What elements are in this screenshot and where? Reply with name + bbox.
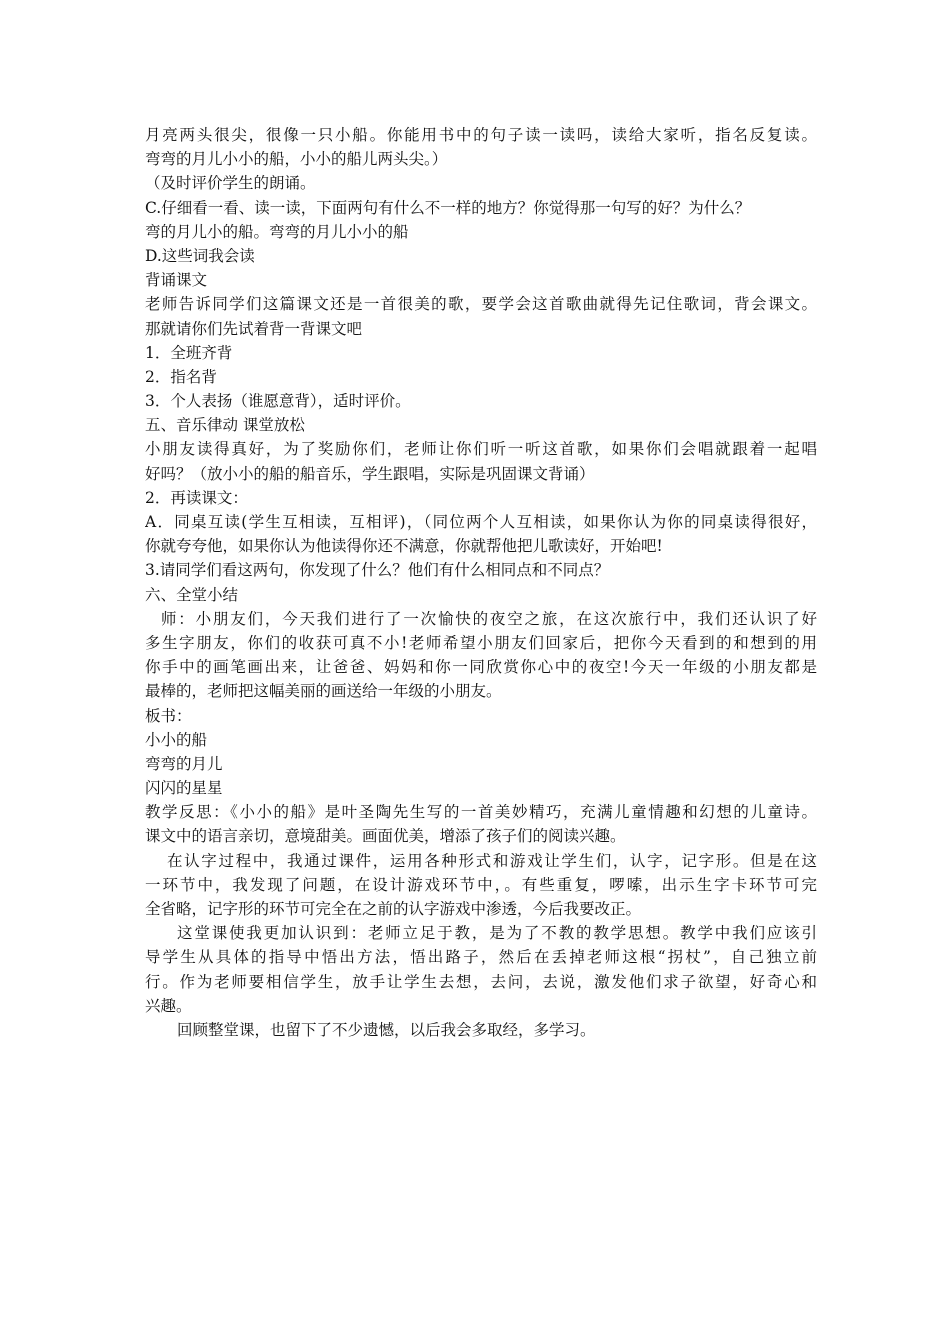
text-line: 全省略，记字形的环节可完全在之前的认字游戏中渗透，今后我要改正。 <box>145 900 642 918</box>
text-line: 在认字过程中，我通过课件，运用各种形式和游戏让学生们，认字，记字形。但是在这 <box>167 851 817 870</box>
text-line: 老师告诉同学们这篇课文还是一首很美的歌，要学会这首歌曲就得先记住歌词，背会课文。 <box>145 295 817 314</box>
text-line: 那就请你们先试着背一背课文吧 <box>145 319 363 338</box>
text-line: 一环节中，我发现了问题，在设计游戏环节中，。有些重复，啰嗦，出示生字卡环节可完 <box>145 875 817 894</box>
text-line: 1．全班齐背 <box>145 343 233 362</box>
text-line: （及时评价学生的朗诵。 <box>145 174 316 193</box>
text-line: 导学生从具体的指导中悟出方法，悟出路子，然后在丢掉老师这根“拐杖”，自己独立前 <box>145 948 817 967</box>
document-page <box>145 123 817 1042</box>
text-line: 最棒的，老师把这幅美丽的画送给一年级的小朋友。 <box>145 682 502 701</box>
text-line: 闪闪的星星 <box>145 779 223 798</box>
text-line: 你手中的画笔画出来，让爸爸、妈妈和你一同欣赏你心中的夜空!今天一年级的小朋友都是 <box>145 658 817 677</box>
text-line: 你就夸夸他，如果你认为他读得你还不满意，你就帮他把儿歌读好，开始吧! <box>145 537 663 556</box>
text-line: 板书： <box>145 706 192 725</box>
text-line: 月亮两头很尖，很像一只小船。你能用书中的句子读一读吗，读给大家听，指名反复读。 <box>145 126 817 144</box>
text-line: 兴趣。 <box>145 996 192 1015</box>
text-line: 师：小朋友们，今天我们进行了一次愉快的夜空之旅，在这次旅行中，我们还认识了好 <box>161 609 817 628</box>
text-line: 多生字朋友，你们的收获可真不小!老师希望小朋友们回家后，把你今天看到的和想到的用 <box>145 633 817 652</box>
text-line: 六、全堂小结 <box>145 585 239 604</box>
text-line: 弯弯的月儿小小的船，小小的船儿两头尖。） <box>145 150 448 169</box>
text-line: 教学反思：《小小的船》是叶圣陶先生写的一首美妙精巧，充满儿童情趣和幻想的儿童诗。 <box>145 803 817 822</box>
text-line: 课文中的语言亲切，意境甜美。画面优美，增添了孩子们的阅读兴趣。 <box>145 827 626 846</box>
text-line: 好吗？（放小小的船的船音乐，学生跟唱，实际是巩固课文背诵） <box>145 464 595 483</box>
text-line: 弯的月儿小的船。弯弯的月儿小小的船 <box>145 222 409 241</box>
text-line: 回顾整堂课，也留下了不少遗憾，以后我会多取经，多学习。 <box>177 1020 596 1039</box>
text-line: 行。作为老师要相信学生，放手让学生去想，去问，去说，激发他们求子欲望，好奇心和 <box>145 972 817 991</box>
text-line: 3.请同学们看这两句，你发现了什么？他们有什么相同点和不同点？ <box>145 561 610 580</box>
text-line: 这堂课使我更加认识到：老师立足于教，是为了不教的教学思想。教学中我们应该引 <box>177 924 817 943</box>
text-line: 小朋友读得真好，为了奖励你们，老师让你们听一听这首歌，如果你们会唱就跟着一起唱 <box>145 440 817 459</box>
text-line: A．同桌互读(学生互相读，互相评)，（同位两个人互相读，如果你认为你的同桌读得很好， <box>145 513 817 531</box>
text-line: 五、音乐律动 课堂放松 <box>145 416 305 435</box>
text-line: 小小的船 <box>145 730 208 749</box>
text-line: 弯弯的月儿 <box>145 754 223 773</box>
text-line: 背诵课文 <box>145 271 208 290</box>
text-line: 2．再读课文： <box>145 488 248 507</box>
text-line: 3．个人表扬（谁愿意背），适时评价。 <box>145 392 411 411</box>
text-line: 2．指名背 <box>145 367 217 386</box>
text-line: C.仔细看一看、读一读，下面两句有什么不一样的地方？你觉得那一句写的好？为什么？ <box>145 198 751 217</box>
text-line: D.这些词我会读 <box>145 246 255 265</box>
